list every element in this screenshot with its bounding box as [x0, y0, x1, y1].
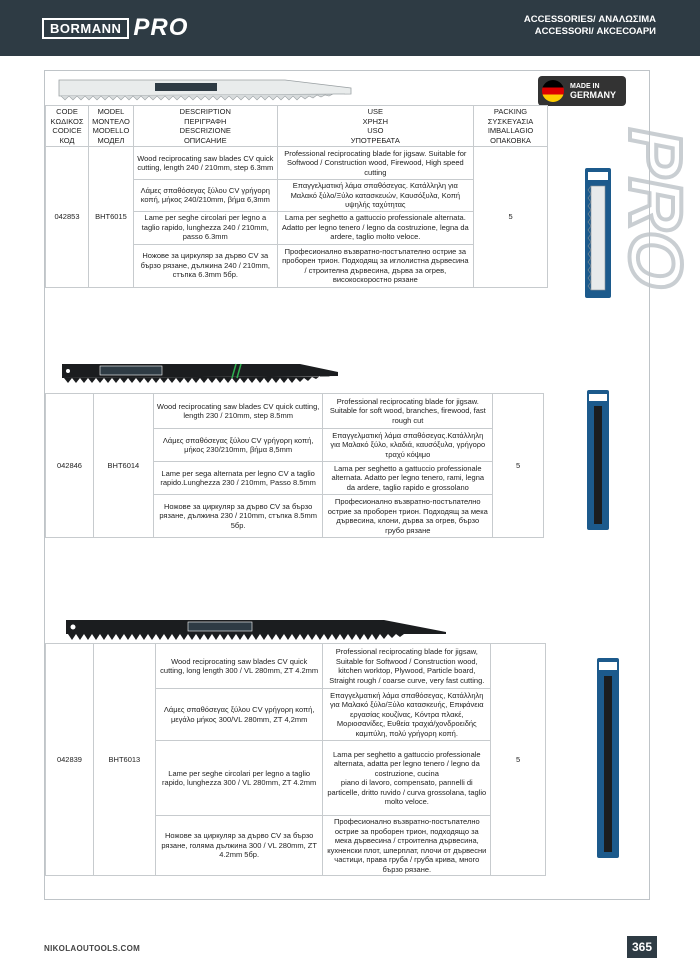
description-cell: Ножове за циркуляр за дърво CV за бързо рязане, голяма дължина 300 / VL 280mm, ZT 4.2mm 5бр. [155, 816, 323, 876]
col-packing: PACKING ΣΥΣΚΕΥΑΣΙΑ IMBALLAGIO ОПАКОВКА [474, 106, 548, 147]
product-code: 042846 [46, 394, 94, 538]
product-model: BHT6014 [93, 394, 153, 538]
saw-blade-image-1 [55, 74, 355, 104]
col-description: DESCRIPTION ΠΕΡΙΓΡΑΦΗ DESCRIZIONE ОПИСАНИЕ [133, 106, 277, 147]
spec-table-2 [45, 393, 544, 538]
table-header-row [46, 106, 548, 147]
package-image-3 [595, 658, 621, 858]
use-cell: Lama per seghetto a gattuccio professionale alternata. Adatto per legno tenero, rami, legna da ardere, taglio rapido e grossolano [323, 462, 493, 495]
use-cell: Lama per seghetto a gattuccio professionale alternata. Adatto per legno tenero / legno da costruzione, legna da ardere, taglio molto veloce. [277, 211, 473, 244]
table-row [46, 644, 546, 689]
description-cell: Λάμες σπαθόσεγας ξύλου CV γρήγορη κοπή, μήκος 240/210mm, βήμα 6,3mm [133, 180, 277, 212]
badge-line-2: GERMANY [570, 90, 617, 100]
col-use: USE ΧΡΗΣΗ USO УПОТРЕБАТА [277, 106, 473, 147]
germany-flag-icon [542, 80, 564, 102]
use-cell: Професионално възвратно-постъпателно острие за проборен трион. Подходящ за мека дървесина, клони, дърва за огрев, бързо грубо рязане [323, 495, 493, 538]
product-model: BHT6013 [93, 644, 155, 876]
description-cell: Wood reciprocating saw blades CV quick cutting, length 240 / 210mm, step 6.3mm [133, 147, 277, 180]
made-in-germany-badge [538, 76, 626, 106]
use-cell: Επαγγελματική λάμα σπαθόσεγας, Κατάλληλη για Μαλακό ξύλο/Ξύλο κατασκευής, Επιφάνεια εργασίας κουζίνας, Κόντρα πλακέ, Μοριοσανίδες, Ευθεία τραχιά/χονδροειδής καμπύλη, πολύ γρήγορη κοπή. [323, 689, 491, 741]
spec-table-3 [45, 643, 546, 876]
description-cell: Lame per sega alternata per legno CV a taglio rapido.Lunghezza 230 / 210mm, Passo 8.5mm [153, 462, 323, 495]
col-model: MODEL ΜΟΝΤΕΛΟ MODELLO МОДЕЛ [88, 106, 133, 147]
use-cell: Επαγγελματική λάμα σπαθόσεγας. Κατάλληλη για Μαλακό ξύλο/Ξύλο κατασκευών, Καυσόξυλα, Κοπή υψηλής ταχύτητας [277, 180, 473, 212]
product-code: 042839 [46, 644, 94, 876]
spec-table-1 [45, 105, 548, 288]
use-cell: Professional reciprocating blade for jigsaw, Suitable for Softwood / Construction wood, kitchen worktop, Plywood, Particle board, Straight rough / coarse curve, very fast cutting. [323, 644, 491, 689]
product-packing: 5 [493, 394, 544, 538]
description-cell: Λάμες σπαθόσεγας ξύλου CV γρήγορη κοπή, μήκος 230/210mm, βήμα 8,5mm [153, 429, 323, 462]
description-cell: Λάμες σπαθόσεγας ξύλου CV γρήγορη κοπή, μεγάλο μήκος 300/VL 280mm, ZT 4,2mm [155, 689, 323, 741]
badge-line-1: MADE IN [570, 83, 600, 90]
page-number: 365 [627, 936, 657, 958]
product-packing: 5 [491, 644, 546, 876]
package-image-1 [583, 168, 613, 298]
description-cell: Ножове за циркуляр за дърво CV за бързо рязане, дължина 240 / 210mm, стъпка 6.3mm 5бр. [133, 244, 277, 287]
category-line-2: ACCESSORI/ АКСЕСОАРИ [534, 26, 656, 37]
category-line-1: ACCESSORIES/ ΑΝΑΛΩΣΙΜΑ [523, 14, 656, 25]
description-cell: Lame per seghe circolari per legno a taglio rapido, lunghezza 300 / VL 280mm, ZT 4.2mm [155, 741, 323, 816]
product-model: BHT6015 [88, 147, 133, 288]
use-cell: Professional reciprocating blade for jigsaw. Suitable for soft wood, branches, firewood, fast rough cut [323, 394, 493, 429]
description-cell: Lame per seghe circolari per legno a taglio rapido, lunghezza 240 / 210mm, passo 6.3mm [133, 211, 277, 244]
page-header [0, 0, 700, 56]
use-cell: Επαγγελματική λάμα σπαθόσεγας.Κατάλληλη για Μαλακό ξύλο, κλαδιά, καυσόξυλα, γρήγορο τραχύ κόψιμο [323, 429, 493, 462]
saw-blade-image-2 [60, 360, 340, 388]
brand-name: BORMANN [42, 18, 129, 39]
saw-blade-image-3 [64, 614, 448, 644]
category-title [524, 14, 656, 38]
pro-watermark-text: PRO [614, 128, 697, 289]
product-code: 042853 [46, 147, 89, 288]
brand-sub: PRO [133, 14, 189, 41]
use-cell: Professional reciprocating blade for jigsaw. Suitable for Softwood / Construction wood, Firewood, High speed cutting [277, 147, 473, 180]
product-packing: 5 [474, 147, 548, 288]
description-cell: Wood reciprocating saw blades CV quick cutting, long length 300 / VL 280mm, ZT 4.2mm [155, 644, 323, 689]
description-cell: Ножове за циркуляр за дърво CV за бързо рязане, дължина 230 / 210mm, стъпка 8.5mm 5бр. [153, 495, 323, 538]
use-cell: Lama per seghetto a gattuccio professionale alternata, adatta per legno tenero / legno da costruzione, cucina piano di lavoro, compensato, pannelli di particelle, dritto ruvido / curva grossolana, taglio molto veloce. [323, 741, 491, 816]
table-row [46, 394, 544, 429]
footer-url: NIKOLAOUTOOLS.COM [44, 944, 141, 953]
brand-logo [42, 16, 188, 40]
use-cell: Професионално възвратно-постъпателно острие за проборен трион, подходящо за мека дървесина / строителна дървесина, кухненски плот, шперплат, плочи от дървесни частици, права груба / груба крива, много бързо рязане. [323, 816, 491, 876]
use-cell: Професионално възвратно-постъпателно острие за проборен трион. Подходящ за иглолистна дървесина / строителна дървесина, дърва за огрев, високоскоростно рязане [277, 244, 473, 287]
package-image-2 [585, 390, 611, 530]
col-code: CODE ΚΩΔΙΚΟΣ CODICE КОД [46, 106, 89, 147]
table-row [46, 147, 548, 180]
description-cell: Wood reciprocating saw blades CV quick cutting, length 230 / 210mm, step 8.5mm [153, 394, 323, 429]
